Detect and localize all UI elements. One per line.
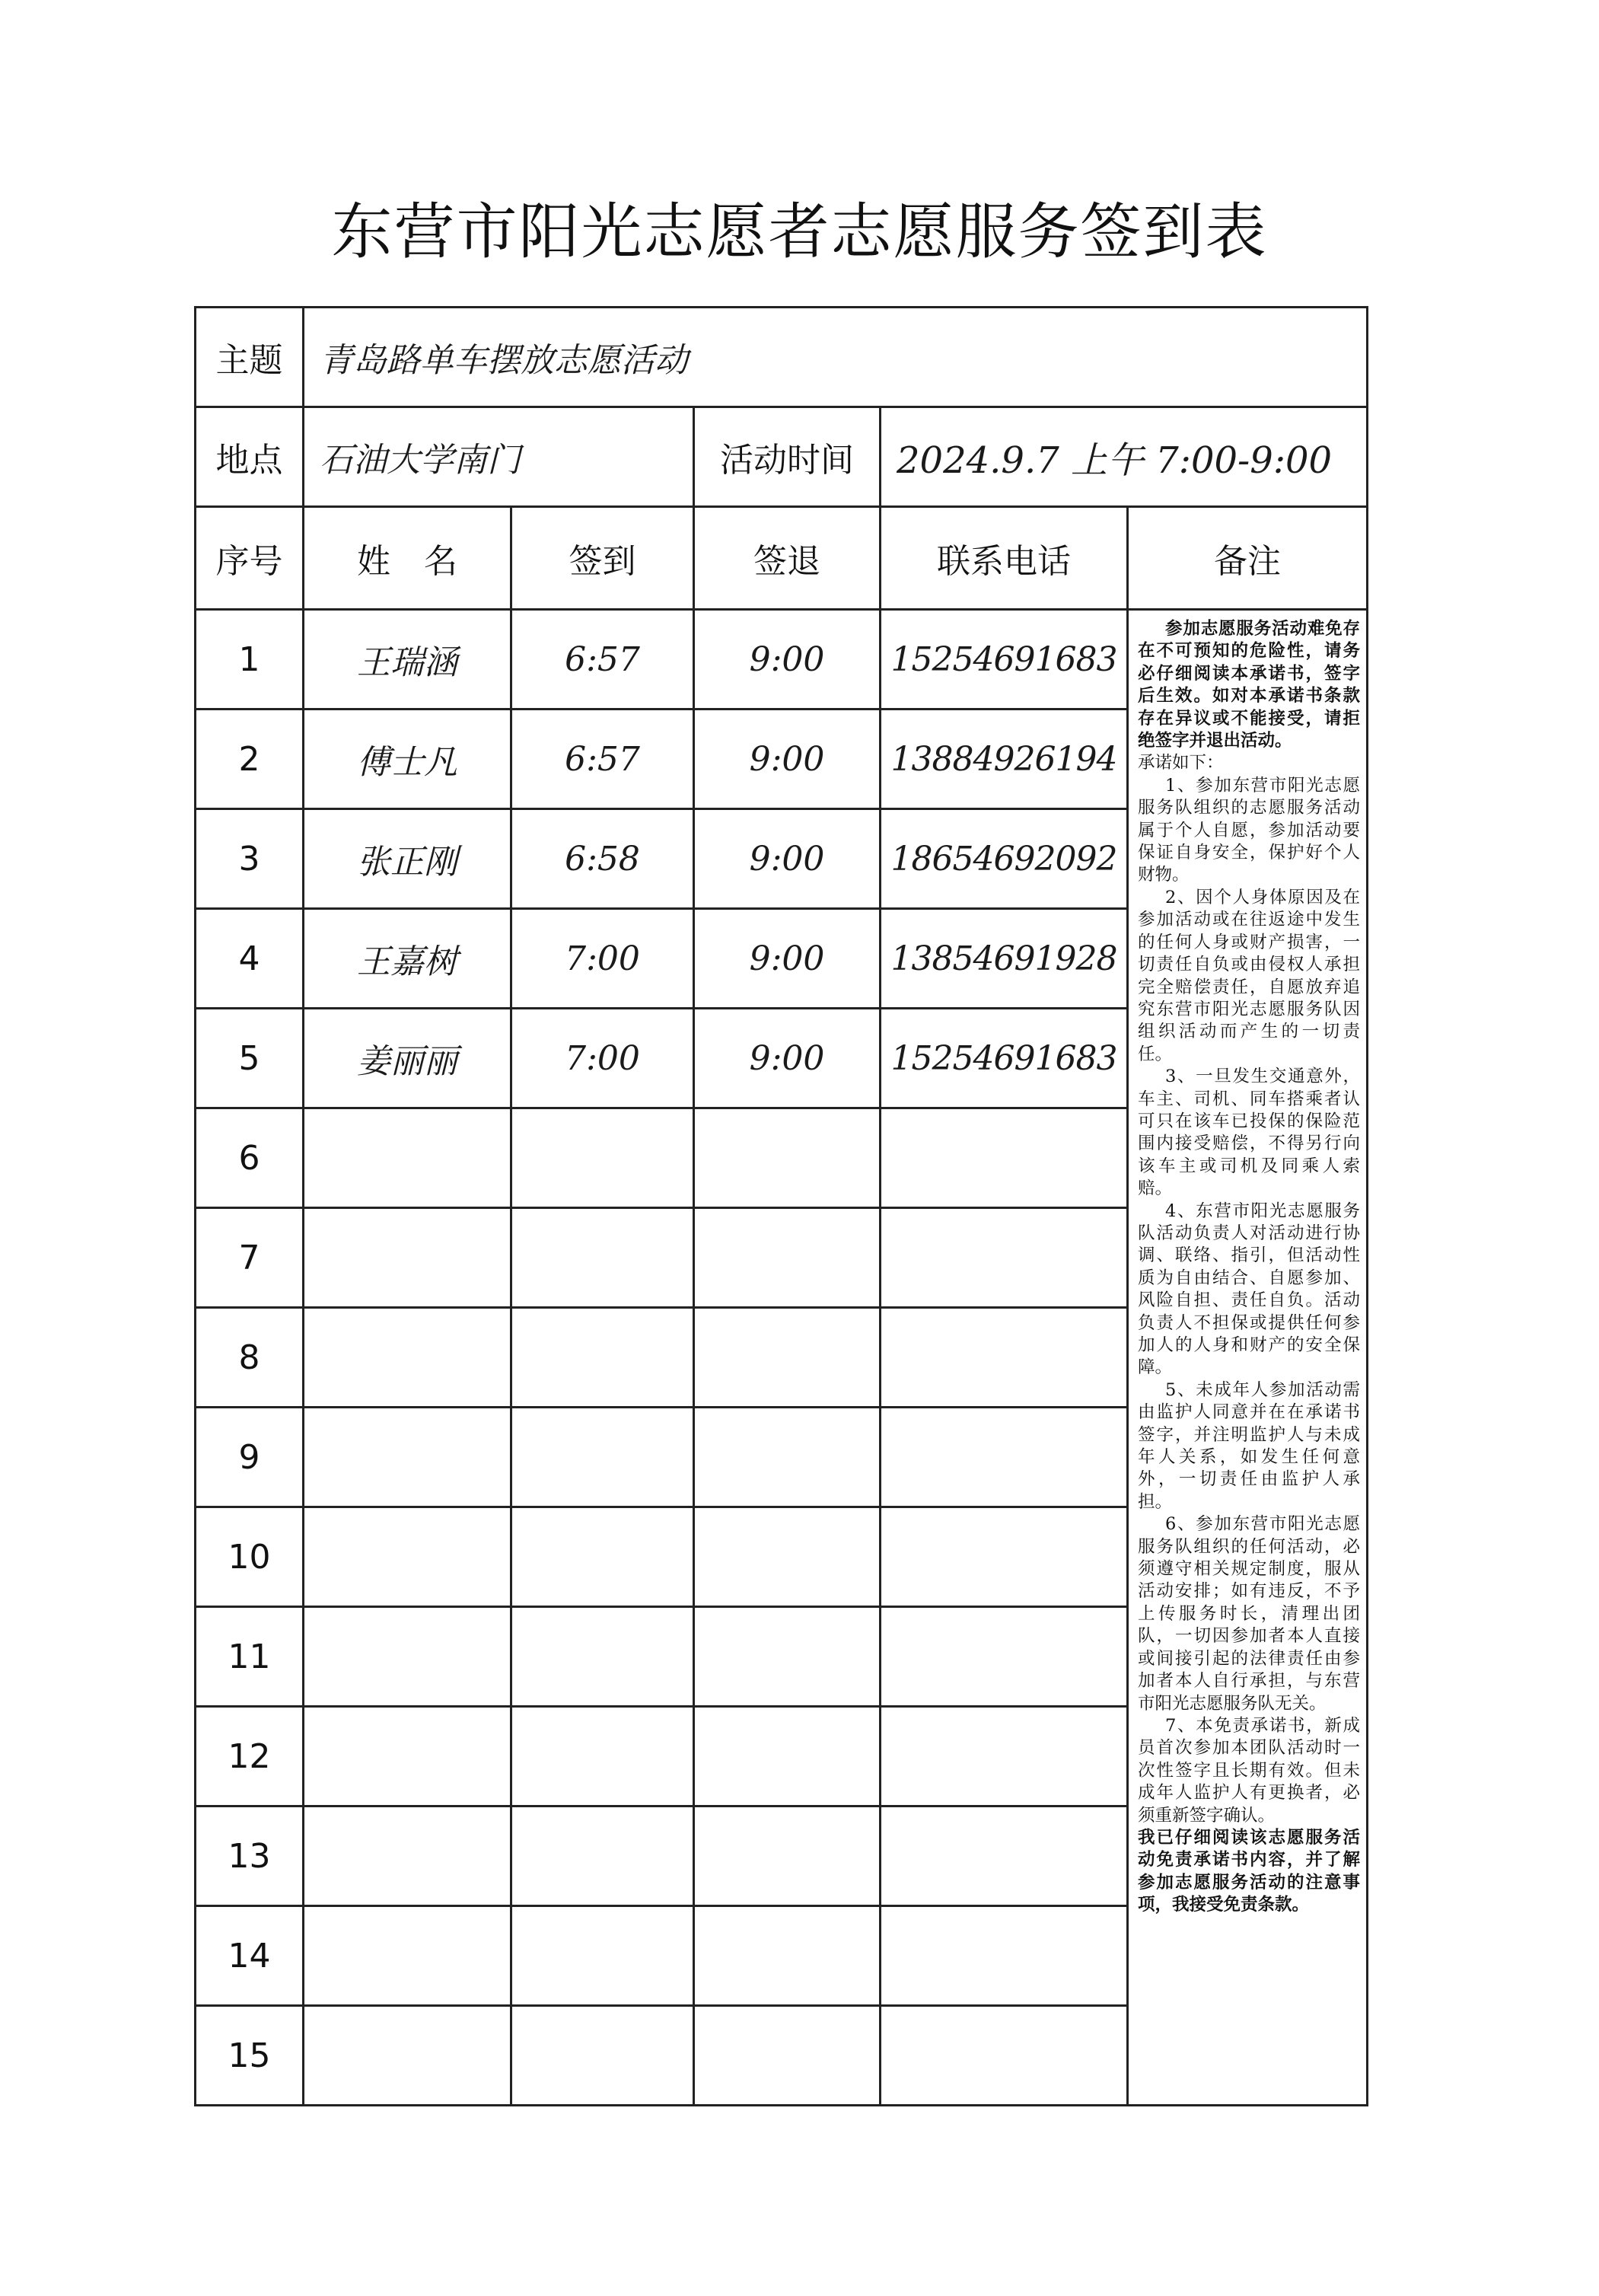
signer-name	[304, 1707, 511, 1807]
disclaimer-intro: 承诺如下：	[1138, 753, 1224, 773]
col-checkin-header: 签到	[511, 507, 694, 610]
checkout-time	[694, 1507, 881, 1607]
phone-number	[881, 1308, 1128, 1408]
phone-number	[881, 1707, 1128, 1807]
checkin-time	[511, 1807, 694, 1906]
checkout-time	[694, 2006, 881, 2106]
checkout-time	[694, 1108, 881, 1208]
row-number: 3	[196, 809, 304, 909]
theme-row	[196, 308, 1368, 407]
disclaimer-heading: 参加志愿服务活动难免存在不可预知的危险性，请务必仔细阅读本承诺书，签字后生效。如对本承诺书条款存在异议或不能接受，请拒绝签字并退出活动。	[1138, 619, 1361, 751]
disclaimer-text	[1138, 618, 1360, 1917]
header-row	[196, 507, 1368, 610]
row-number: 15	[196, 2006, 304, 2106]
signer-name	[304, 1507, 511, 1607]
signer-name: 王瑞涵	[304, 610, 511, 710]
checkout-time: 9:00	[694, 610, 881, 710]
checkin-time	[511, 1308, 694, 1408]
signer-name	[304, 1108, 511, 1208]
row-number: 5	[196, 1009, 304, 1108]
disclaimer-item: 3、一旦发生交通意外，车主、司机、同车搭乘者认可只在该车已投保的保险范围内接受赔偿，不得另行向该车主或司机及同乘人索赔。	[1138, 1067, 1361, 1199]
checkout-time: 9:00	[694, 710, 881, 809]
location-label: 地点	[196, 407, 304, 507]
checkout-time	[694, 1308, 881, 1408]
disclaimer-item: 5、未成年人参加活动需由监护人同意并在在承诺书签字，并注明监护人与未成年人关系，如发生任何意外，一切责任由监护人承担。	[1138, 1379, 1361, 1512]
page-title: 东营市阳光志愿者志愿服务签到表	[331, 196, 1268, 267]
checkout-time	[694, 1208, 881, 1308]
row-number: 10	[196, 1507, 304, 1607]
signer-name	[304, 1906, 511, 2006]
phone-number	[881, 1208, 1128, 1308]
signer-name	[304, 1607, 511, 1707]
checkout-time: 9:00	[694, 1009, 881, 1108]
signer-name	[304, 1208, 511, 1308]
location-row	[196, 407, 1368, 507]
checkin-time	[511, 1607, 694, 1707]
checkin-time: 7:00	[511, 1009, 694, 1108]
checkin-time	[511, 1408, 694, 1507]
checkin-time: 7:00	[511, 909, 694, 1009]
row-number: 7	[196, 1208, 304, 1308]
theme-value: 青岛路单车摆放志愿活动	[304, 308, 1368, 407]
remark-cell	[1128, 610, 1368, 2106]
checkin-time	[511, 1707, 694, 1807]
signin-table	[194, 306, 1368, 2106]
signer-name: 姜丽丽	[304, 1009, 511, 1108]
phone-number	[881, 1507, 1128, 1607]
phone-number	[881, 1807, 1128, 1906]
checkin-time	[511, 1507, 694, 1607]
col-no-header: 序号	[196, 507, 304, 610]
phone-number	[881, 1906, 1128, 2006]
checkout-time	[694, 1707, 881, 1807]
time-label: 活动时间	[694, 407, 881, 507]
checkout-time	[694, 1807, 881, 1906]
disclaimer-item: 2、因个人身体原因及在参加活动或在往返途中发生的任何人身或财产损害，一切责任自负或由侵权人承担完全赔偿责任，自愿放弃追究东营市阳光志愿服务队因组织活动而产生的一切责任。	[1138, 887, 1361, 1064]
row-number: 2	[196, 710, 304, 809]
phone-number: 15254691683	[881, 610, 1128, 710]
checkout-time	[694, 1408, 881, 1507]
disclaimer-item: 7、本免责承诺书，新成员首次参加本团队活动时一次性签字且长期有效。但未成年人监护人有更换者，必须重新签字确认。	[1138, 1715, 1361, 1826]
signer-name	[304, 1807, 511, 1906]
checkin-time	[511, 2006, 694, 2106]
row-number: 8	[196, 1308, 304, 1408]
phone-number: 13884926194	[881, 710, 1128, 809]
checkin-time	[511, 1108, 694, 1208]
checkout-time	[694, 1906, 881, 2006]
row-number: 9	[196, 1408, 304, 1507]
signer-name	[304, 1408, 511, 1507]
col-name-header: 姓 名	[304, 507, 511, 610]
checkin-time: 6:57	[511, 710, 694, 809]
signer-name: 傅士凡	[304, 710, 511, 809]
table-row	[196, 610, 1368, 710]
disclaimer-closing: 我已仔细阅读该志愿服务活动免责承诺书内容，并了解参加志愿服务活动的注意事项，我接受免责条款。	[1138, 1827, 1361, 1915]
phone-number	[881, 1108, 1128, 1208]
location-value: 石油大学南门	[304, 407, 694, 507]
col-phone-header: 联系电话	[881, 507, 1128, 610]
row-number: 6	[196, 1108, 304, 1208]
row-number: 1	[196, 610, 304, 710]
row-number: 12	[196, 1707, 304, 1807]
col-checkout-header: 签退	[694, 507, 881, 610]
disclaimer-item: 1、参加东营市阳光志愿服务队组织的志愿服务活动属于个人自愿，参加活动要保证自身安全，保护好个人财物。	[1138, 775, 1361, 885]
phone-number: 15254691683	[881, 1009, 1128, 1108]
phone-number: 13854691928	[881, 909, 1128, 1009]
theme-label: 主题	[196, 308, 304, 407]
checkin-time: 6:57	[511, 610, 694, 710]
row-number: 13	[196, 1807, 304, 1906]
col-remark-header: 备注	[1128, 507, 1368, 610]
checkin-time: 6:58	[511, 809, 694, 909]
row-number: 4	[196, 909, 304, 1009]
phone-number: 18654692092	[881, 809, 1128, 909]
disclaimer-item: 4、东营市阳光志愿服务队活动负责人对活动进行协调、联络、指引，但活动性质为自由结合、自愿参加、风险自担、责任自负。活动负责人不担保或提供任何参加人的人身和财产的安全保障。	[1138, 1201, 1361, 1378]
row-number: 14	[196, 1906, 304, 2006]
phone-number	[881, 1408, 1128, 1507]
checkin-time	[511, 1208, 694, 1308]
phone-number	[881, 1607, 1128, 1707]
checkout-time: 9:00	[694, 909, 881, 1009]
row-number: 11	[196, 1607, 304, 1707]
time-value: 2024.9.7 上午 7:00-9:00	[881, 407, 1368, 507]
checkin-time	[511, 1906, 694, 2006]
phone-number	[881, 2006, 1128, 2106]
checkout-time	[694, 1607, 881, 1707]
signer-name	[304, 2006, 511, 2106]
signer-name	[304, 1308, 511, 1408]
signer-name: 王嘉树	[304, 909, 511, 1009]
signer-name: 张正刚	[304, 809, 511, 909]
disclaimer-item: 6、参加东营市阳光志愿服务队组织的任何活动，必须遵守相关规定制度，服从活动安排；如有违反，不予上传服务时长，清理出团队，一切因参加者本人直接或间接引起的法律责任由参加者本人自行承担，与东营市阳光志愿服务队无关。	[1138, 1514, 1361, 1714]
checkout-time: 9:00	[694, 809, 881, 909]
